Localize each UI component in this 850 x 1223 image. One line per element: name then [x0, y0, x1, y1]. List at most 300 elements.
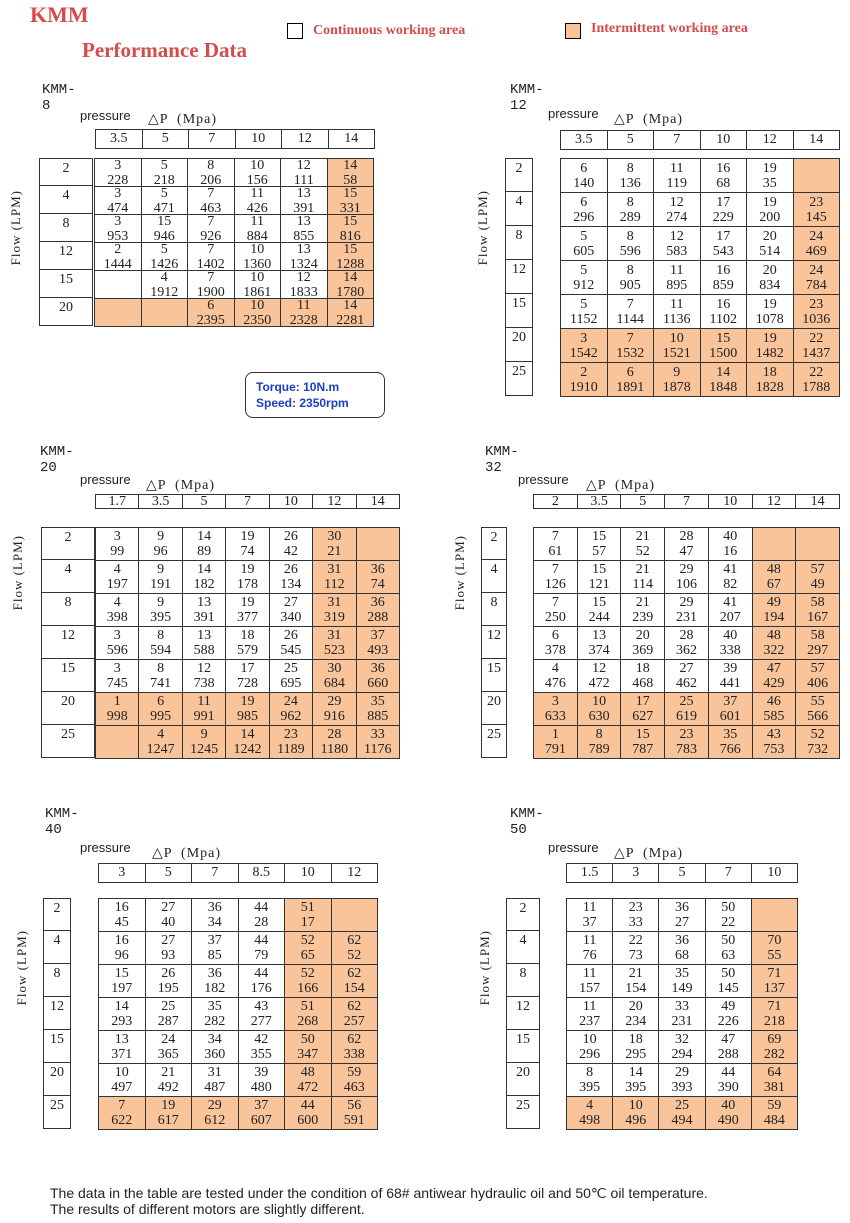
- torque-value: 48: [766, 628, 781, 643]
- data-cell: [226, 561, 269, 594]
- speed-value: 463: [343, 1080, 365, 1095]
- speed-value: 112: [324, 577, 345, 592]
- data-cell: [701, 227, 748, 261]
- flow-value-cell: 2: [506, 898, 540, 931]
- speed-value: 1788: [802, 379, 831, 395]
- data-cell: [706, 1064, 752, 1097]
- data-cell: [313, 528, 356, 561]
- torque-value: 10: [250, 243, 265, 257]
- torque-value: 14: [197, 529, 212, 544]
- torque-value: 11: [297, 299, 311, 313]
- speed-value: 338: [719, 643, 741, 658]
- speed-value: 612: [204, 1113, 226, 1128]
- speed-value: 381: [763, 1080, 785, 1095]
- data-cell: [753, 627, 797, 660]
- data-cell: [183, 528, 226, 561]
- speed-value: 229: [712, 209, 734, 225]
- speed-value: 627: [632, 709, 654, 724]
- data-cell: [659, 998, 705, 1031]
- speed-value: 76: [582, 948, 597, 963]
- data-cell: [534, 726, 578, 759]
- data-cell: [99, 899, 146, 932]
- speed-value: 469: [805, 243, 827, 259]
- speed-value: 360: [204, 1047, 226, 1062]
- speed-value: 2281: [336, 312, 365, 327]
- torque-value: 11: [582, 966, 597, 981]
- torque-value: 11: [670, 160, 684, 176]
- torque-value: 21: [635, 562, 650, 577]
- torque-value: 10: [628, 1098, 643, 1113]
- data-cell: [270, 528, 313, 561]
- flow-axis-label: Flow (LPM): [452, 535, 467, 611]
- speed-value: 1891: [616, 379, 645, 395]
- torque-value: 8: [626, 194, 634, 210]
- pressure-header-cell: 10: [700, 131, 747, 149]
- pressure-header-cell: 5: [607, 131, 654, 149]
- torque-value: 36: [674, 933, 689, 948]
- speed-value: 834: [759, 277, 781, 293]
- speed-value: 395: [150, 610, 172, 625]
- torque-value: 7: [207, 243, 215, 257]
- flow-value-cell: 4: [506, 931, 540, 964]
- data-cell: [567, 965, 613, 998]
- speed-value: 1288: [336, 256, 365, 271]
- pressure-header-row: [95, 494, 400, 509]
- speed-value: 126: [544, 577, 566, 592]
- data-cell: [99, 1064, 146, 1097]
- pressure-header-cell: 1.5: [580, 865, 599, 880]
- data-cell: [706, 965, 752, 998]
- data-cell: [239, 899, 286, 932]
- speed-value: 926: [200, 228, 222, 243]
- speed-value: 34: [207, 915, 222, 930]
- data-cell: [567, 899, 613, 932]
- torque-value: 31: [327, 595, 342, 610]
- torque-value: 26: [161, 966, 176, 981]
- speed-value: 79: [254, 948, 269, 963]
- data-cell: [753, 726, 797, 759]
- speed-value: 490: [717, 1113, 739, 1128]
- torque-value: 35: [370, 694, 385, 709]
- data-cell: [706, 899, 752, 932]
- torque-value: 32: [674, 1032, 689, 1047]
- torque-value: 14: [716, 364, 731, 380]
- data-cell: [665, 693, 709, 726]
- delta-p-unit-label: △P (Mpa): [586, 478, 656, 493]
- torque-value: 37: [370, 628, 385, 643]
- data-cell: [96, 594, 139, 627]
- speed-value: 596: [106, 643, 128, 658]
- data-cell: [659, 1031, 705, 1064]
- torque-value: 3: [113, 529, 121, 544]
- speed-value: 855: [293, 228, 315, 243]
- torque-value: 9: [157, 562, 165, 577]
- speed-value: 37: [582, 915, 597, 930]
- data-cell: [654, 295, 701, 329]
- speed-value: 471: [153, 200, 175, 215]
- speed-value: 1848: [709, 379, 738, 395]
- data-cell: [706, 1031, 752, 1064]
- speed-value: 2350: [243, 312, 272, 327]
- speed-value: 28: [254, 915, 269, 930]
- data-cell: [285, 1097, 332, 1130]
- data-cell: [796, 561, 840, 594]
- data-cell: [796, 726, 840, 759]
- speed-value: 65: [300, 948, 315, 963]
- flow-column: [506, 898, 540, 1129]
- speed-value: 27: [674, 915, 689, 930]
- speed-value: 583: [666, 243, 688, 259]
- flow-value-cell: 20: [39, 298, 93, 326]
- torque-value: 19: [762, 330, 777, 346]
- data-cell: [188, 243, 235, 271]
- data-cell: [613, 932, 659, 965]
- torque-value: 11: [250, 215, 264, 229]
- torque-value: 9: [157, 595, 165, 610]
- data-cell: [613, 965, 659, 998]
- torque-value: 25: [679, 694, 694, 709]
- torque-value: 34: [207, 1032, 222, 1047]
- speed-value: 605: [573, 243, 595, 259]
- data-cell: [270, 693, 313, 726]
- pressure-header-cell: 3.5: [138, 495, 181, 508]
- torque-value: 49: [721, 999, 736, 1014]
- torque-value: 3: [114, 187, 122, 201]
- torque-value: 21: [635, 595, 650, 610]
- speed-value: 468: [632, 676, 654, 691]
- flow-value-cell: 8: [505, 226, 533, 260]
- data-cell: [332, 1064, 379, 1097]
- flow-column: [505, 158, 533, 396]
- torque-value: 57: [810, 562, 825, 577]
- torque-value: 4: [113, 595, 121, 610]
- speed-value: 377: [236, 610, 258, 625]
- speed-value: 293: [111, 1014, 133, 1029]
- torque-value: 8: [626, 228, 634, 244]
- speed-value: 16: [723, 544, 738, 559]
- speed-value: 218: [153, 172, 175, 187]
- torque-value: 3: [114, 159, 122, 173]
- data-cell: [285, 932, 332, 965]
- torque-value: 7: [626, 296, 634, 312]
- speed-value: 239: [632, 610, 654, 625]
- pressure-header-cell: 14: [356, 495, 399, 508]
- speed-value: 1521: [662, 345, 691, 361]
- data-cell: [95, 299, 142, 327]
- speed-value: 895: [666, 277, 688, 293]
- model-name-kmm-50: KMM-50: [510, 806, 544, 838]
- speed-value: 395: [625, 1080, 647, 1095]
- pressure-header-cell: 5: [658, 864, 704, 882]
- torque-value: 15: [716, 330, 731, 346]
- torque-value: 19: [240, 562, 255, 577]
- speed-value: 728: [236, 676, 258, 691]
- model-name-kmm-32: KMM-32: [485, 444, 519, 476]
- data-cell: [146, 932, 193, 965]
- torque-value: 37: [723, 694, 738, 709]
- pressure-header-cell: 5: [145, 864, 192, 882]
- torque-value: 3: [551, 694, 559, 709]
- torque-value: 13: [296, 243, 311, 257]
- pressure-label: pressure: [548, 840, 599, 855]
- data-cell: [534, 561, 578, 594]
- data-cell: [142, 187, 189, 215]
- speed-value: 228: [107, 172, 129, 187]
- data-cell: [281, 243, 328, 271]
- speed-value: 474: [107, 200, 129, 215]
- pressure-header-cell: 8.5: [238, 864, 285, 882]
- speed-value: 73: [628, 948, 643, 963]
- torque-value: 12: [296, 159, 311, 173]
- torque-value: 48: [300, 1065, 315, 1080]
- torque-value: 36: [207, 966, 222, 981]
- torque-value: 50: [721, 933, 736, 948]
- torque-value: 24: [283, 694, 298, 709]
- pressure-header-cell: 14: [795, 495, 839, 508]
- flow-value-cell: 4: [39, 186, 93, 214]
- flow-axis-label: Flow (LPM): [10, 535, 25, 611]
- data-cell: [659, 899, 705, 932]
- torque-value: 6: [157, 694, 165, 709]
- speed-value: 22: [721, 915, 736, 930]
- speed-value: 1532: [616, 345, 645, 361]
- torque-value: 8: [157, 628, 165, 643]
- torque-value: 14: [114, 999, 129, 1014]
- torque-value: 44: [300, 1098, 315, 1113]
- speed-value: 1247: [146, 742, 175, 757]
- torque-value: 26: [283, 628, 298, 643]
- speed-value: 226: [717, 1014, 739, 1029]
- torque-value: 7: [551, 529, 559, 544]
- pressure-header-cell: 7: [188, 130, 235, 148]
- data-cell: [192, 899, 239, 932]
- torque-value: 33: [370, 727, 385, 742]
- flow-value-cell: 8: [481, 593, 507, 626]
- torque-value: 23: [679, 727, 694, 742]
- data-cell: [139, 693, 182, 726]
- flow-value-cell: 2: [41, 527, 95, 560]
- pressure-label: pressure: [518, 472, 569, 487]
- speed-value: 297: [807, 643, 829, 658]
- torque-value: 22: [809, 364, 824, 380]
- data-cell: [226, 594, 269, 627]
- data-cell: [270, 726, 313, 759]
- speed-value: 916: [323, 709, 345, 724]
- torque-value: 49: [766, 595, 781, 610]
- torque-value: 11: [197, 694, 211, 709]
- torque-value: 48: [766, 562, 781, 577]
- data-cell: [747, 193, 794, 227]
- speed-value: 140: [573, 175, 595, 191]
- torque-value: 55: [810, 694, 825, 709]
- speed-value: 591: [343, 1113, 365, 1128]
- torque-value: 20: [762, 262, 777, 278]
- data-cell: [613, 1031, 659, 1064]
- data-cell: [794, 295, 841, 329]
- data-cell: [142, 243, 189, 271]
- torque-value: 37: [207, 933, 222, 948]
- torque-value: 13: [114, 1032, 129, 1047]
- data-cell: [332, 1097, 379, 1130]
- speed-value: 476: [544, 676, 566, 691]
- data-cell: [567, 998, 613, 1031]
- torque-value: 5: [580, 262, 588, 278]
- flow-value-cell: 12: [506, 997, 540, 1030]
- torque-value: 30: [327, 529, 342, 544]
- speed-value: 167: [807, 610, 829, 625]
- torque-value: 8: [157, 661, 165, 676]
- torque-value: 22: [809, 330, 824, 346]
- torque-value: 27: [161, 933, 176, 948]
- torque-value: 15: [114, 966, 129, 981]
- speed-value: 74: [370, 577, 385, 592]
- speed-value: 607: [250, 1113, 272, 1128]
- data-cell: [357, 726, 400, 759]
- torque-value: 36: [370, 595, 385, 610]
- pressure-header-cell: 7: [705, 864, 751, 882]
- speed-value: 498: [579, 1113, 601, 1128]
- pressure-header-cell: 10: [708, 495, 752, 508]
- speed-value: 182: [193, 577, 215, 592]
- flow-value-cell: 15: [41, 659, 95, 692]
- torque-value: 12: [197, 661, 212, 676]
- speed-value: 745: [106, 676, 128, 691]
- data-cell: [608, 261, 655, 295]
- pressure-label: pressure: [80, 840, 131, 855]
- torque-value: 10: [250, 299, 265, 313]
- data-cell: [608, 159, 655, 193]
- flow-value-cell: 12: [481, 626, 507, 659]
- data-cell: [534, 627, 578, 660]
- torque-value: 11: [582, 999, 597, 1014]
- torque-value: 27: [283, 595, 298, 610]
- performance-grid: [560, 158, 840, 397]
- torque-value: 31: [327, 628, 342, 643]
- data-cell: [659, 965, 705, 998]
- torque-value: 33: [674, 999, 689, 1014]
- data-cell: [192, 1097, 239, 1130]
- speed-value: 156: [246, 172, 268, 187]
- data-cell: [659, 1064, 705, 1097]
- torque-value: 44: [254, 933, 269, 948]
- torque-value: 16: [716, 262, 731, 278]
- speed-value: 545: [280, 643, 302, 658]
- torque-value: 52: [300, 966, 315, 981]
- torque-value: 3: [114, 215, 122, 229]
- data-cell: [534, 528, 578, 561]
- data-cell: [146, 1097, 193, 1130]
- pressure-header-cell: 10: [751, 864, 797, 882]
- torque-value: 39: [254, 1065, 269, 1080]
- speed-value: 121: [588, 577, 610, 592]
- data-cell: [621, 660, 665, 693]
- torque-value: 22: [628, 933, 643, 948]
- speed-value: 145: [717, 981, 739, 996]
- data-cell: [561, 193, 608, 227]
- page-title: Performance Data: [82, 38, 248, 62]
- torque-value: 19: [762, 194, 777, 210]
- speed-value: 182: [204, 981, 226, 996]
- speed-value: 374: [588, 643, 610, 658]
- torque-value: 2: [580, 364, 588, 380]
- data-cell: [578, 561, 622, 594]
- data-cell: [183, 726, 226, 759]
- model-name-kmm-12: KMM-12: [510, 82, 544, 114]
- speed-value: 1780: [336, 284, 365, 299]
- torque-value: 3: [113, 661, 121, 676]
- data-cell: [747, 261, 794, 295]
- data-cell: [95, 159, 142, 187]
- flow-value-cell: 12: [43, 997, 71, 1030]
- torque-value: 28: [679, 628, 694, 643]
- speed-value: 789: [588, 742, 610, 757]
- torque-value: 30: [327, 661, 342, 676]
- torque-value: 5: [580, 296, 588, 312]
- speed-value: 206: [200, 172, 222, 187]
- data-cell: [753, 594, 797, 627]
- data-cell: [752, 1031, 798, 1064]
- data-cell: [665, 660, 709, 693]
- pressure-header-cell: 3: [118, 865, 126, 880]
- torque-value: 7: [207, 187, 215, 201]
- speed-value: 493: [367, 643, 389, 658]
- torque-value: 27: [679, 661, 694, 676]
- legend-intermittent-swatch: [565, 23, 581, 39]
- torque-value: 19: [240, 694, 255, 709]
- speed-value: 1180: [320, 742, 349, 757]
- speed-value: 1189: [277, 742, 305, 757]
- speed-value: 1144: [616, 311, 644, 327]
- torque-value: 62: [347, 1032, 362, 1047]
- torque-value: 40: [723, 628, 738, 643]
- pressure-header-cell: 5: [182, 495, 225, 508]
- torque-value: 17: [716, 228, 731, 244]
- pressure-header-row: [566, 863, 798, 883]
- torque-value: 24: [161, 1032, 176, 1047]
- torque-value: 15: [592, 595, 607, 610]
- data-cell: [701, 193, 748, 227]
- torque-value: 44: [254, 966, 269, 981]
- pressure-header-cell: 12: [746, 131, 793, 149]
- torque-value: 8: [595, 727, 603, 742]
- data-cell: [665, 726, 709, 759]
- torque-value: 19: [762, 160, 777, 176]
- data-cell: [654, 363, 701, 397]
- speed-value: 85: [207, 948, 222, 963]
- torque-value: 10: [592, 694, 607, 709]
- data-cell: [270, 561, 313, 594]
- data-cell: [146, 998, 193, 1031]
- torque-value: 19: [161, 1098, 176, 1113]
- torque-value: 14: [343, 271, 358, 285]
- data-cell: [578, 627, 622, 660]
- data-cell: [613, 998, 659, 1031]
- speed-value: 684: [323, 676, 345, 691]
- data-cell: [235, 299, 282, 327]
- torque-value: 10: [250, 159, 265, 173]
- speed-value: 791: [544, 742, 566, 757]
- data-cell: [747, 295, 794, 329]
- flow-value-cell: 25: [481, 725, 507, 758]
- speed-value: 494: [671, 1113, 693, 1128]
- data-cell: [235, 271, 282, 299]
- speed-value: 63: [721, 948, 736, 963]
- data-cell: [567, 1097, 613, 1130]
- speed-value: 523: [323, 643, 345, 658]
- speed-value: 1402: [196, 256, 225, 271]
- speed-value: 137: [763, 981, 785, 996]
- data-cell: [747, 227, 794, 261]
